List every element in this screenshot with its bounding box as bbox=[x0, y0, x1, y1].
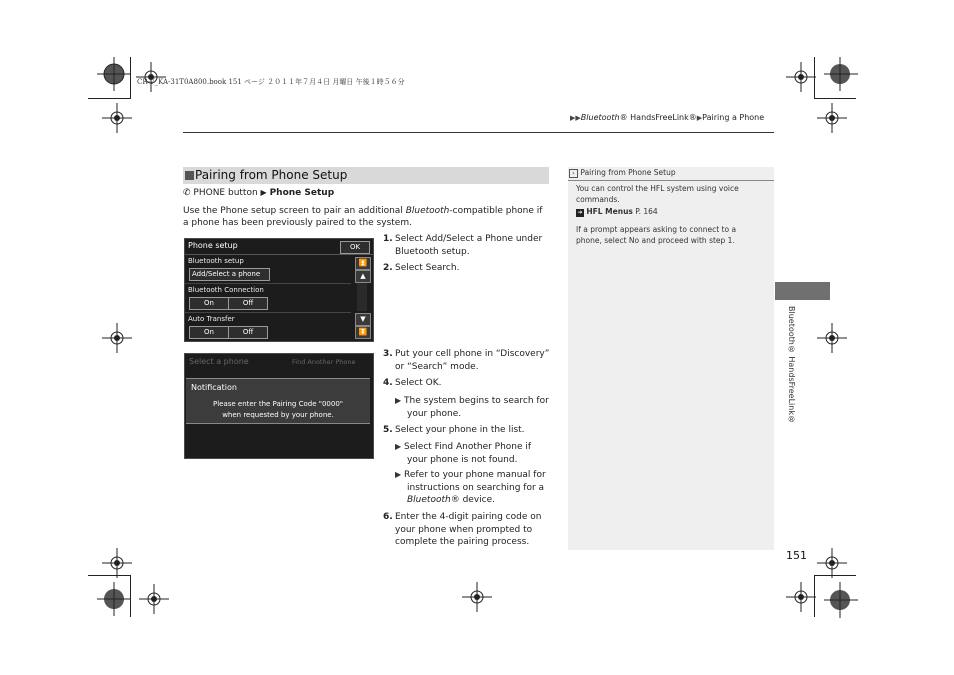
crosshair-icon bbox=[817, 323, 847, 353]
navigation-path bbox=[183, 188, 334, 198]
note-line: commands. bbox=[576, 195, 620, 204]
step-ui-term: Bluetooth setup bbox=[395, 246, 467, 257]
breadcrumb bbox=[570, 113, 764, 122]
crosshair-icon bbox=[786, 582, 816, 612]
notification-dialog bbox=[186, 378, 370, 424]
step-number: 3. bbox=[383, 349, 393, 359]
connection-on-button[interactable]: On bbox=[189, 297, 229, 310]
step-text: . bbox=[456, 263, 460, 273]
step-text: Put your cell phone in “Discovery” bbox=[395, 349, 550, 359]
note-italic: Bluetooth bbox=[407, 495, 451, 505]
notification-line2: when requested by your phone. bbox=[222, 411, 334, 419]
registration-mark-icon bbox=[97, 582, 137, 622]
scroll-up-button[interactable]: ▲ bbox=[355, 270, 371, 283]
step-5-note-1 bbox=[395, 441, 531, 466]
crosshair-icon bbox=[102, 103, 132, 133]
cross-reference[interactable] bbox=[576, 206, 766, 217]
double-arrow-icon: ▶▶ bbox=[570, 114, 581, 122]
page-number: 151 bbox=[786, 549, 807, 562]
registration-mark-icon bbox=[822, 582, 862, 622]
divider bbox=[185, 254, 373, 255]
row1-label: Bluetooth setup bbox=[188, 257, 244, 265]
auto-transfer-on-button[interactable]: On bbox=[189, 326, 229, 339]
path-prefix: PHONE button bbox=[193, 188, 258, 198]
phone-icon: ✆ bbox=[183, 188, 191, 198]
crop-line bbox=[88, 98, 130, 99]
crosshair-icon bbox=[462, 582, 492, 612]
note-line bbox=[576, 235, 766, 246]
step-text: your phone when prompted to bbox=[395, 524, 533, 535]
reference-page: P. 164 bbox=[632, 207, 658, 216]
breadcrumb-part1: Bluetooth bbox=[580, 113, 620, 122]
scroll-down-button[interactable]: ▼ bbox=[355, 313, 371, 326]
step-text: or “Search” mode. bbox=[395, 361, 479, 372]
arrow-icon: ▶ bbox=[395, 442, 402, 451]
side-note-header bbox=[568, 167, 774, 181]
crop-line bbox=[130, 57, 131, 99]
add-select-phone-button[interactable]: Add/Select a phone bbox=[189, 268, 270, 281]
arrow-icon: ▶ bbox=[696, 114, 703, 122]
step-text: Enter the 4-digit pairing code on bbox=[395, 512, 542, 522]
note-text: if bbox=[522, 442, 532, 452]
side-note-panel bbox=[568, 167, 774, 550]
reference-label: HFL Menus bbox=[586, 207, 633, 216]
chapter-tab bbox=[775, 282, 830, 300]
note-text: Select bbox=[404, 442, 435, 452]
intro-paragraph bbox=[183, 205, 548, 229]
step-6 bbox=[383, 511, 541, 549]
note-marker-icon: › bbox=[569, 169, 578, 178]
note-text: The system begins to search for bbox=[404, 396, 549, 406]
note-text: Refer to your phone manual for bbox=[404, 470, 546, 480]
step-number: 4. bbox=[383, 378, 393, 388]
step-text: Select your phone in the list. bbox=[395, 425, 525, 435]
chapter-vertical-label: Bluetooth® HandsFreeLink® bbox=[787, 306, 796, 424]
row3-label: Auto Transfer bbox=[188, 315, 235, 323]
step-4-note bbox=[395, 395, 549, 420]
note-text: your phone. bbox=[407, 408, 462, 419]
note-ui-term: No bbox=[628, 236, 640, 245]
note-text: ® device. bbox=[450, 495, 495, 505]
step-number: 1. bbox=[383, 234, 393, 244]
square-bullet-icon bbox=[185, 171, 194, 180]
side-note-title: Pairing from Phone Setup bbox=[580, 168, 676, 177]
phone-setup-screen bbox=[184, 238, 374, 342]
note-line: You can control the HFL system using voice bbox=[576, 184, 739, 193]
crosshair-icon bbox=[139, 584, 169, 614]
registration-mark-icon bbox=[822, 57, 862, 97]
registration-mark-icon bbox=[97, 57, 137, 97]
step-5-note-2 bbox=[395, 469, 546, 507]
step-4 bbox=[383, 377, 442, 390]
bg-find-another-phone: Find Another Phone bbox=[292, 358, 356, 366]
step-number: 2. bbox=[383, 263, 393, 273]
step-ui-term: OK bbox=[425, 378, 439, 388]
step-text: . bbox=[438, 378, 442, 388]
step-text: Select bbox=[395, 263, 426, 273]
crosshair-icon bbox=[102, 323, 132, 353]
crop-line bbox=[814, 575, 815, 617]
intro-text-italic: Bluetooth bbox=[405, 206, 450, 216]
step-ui-term: Search bbox=[425, 263, 457, 273]
note-ui-term: Find Another Phone bbox=[434, 442, 523, 452]
crosshair-icon bbox=[817, 548, 847, 578]
crop-line bbox=[814, 575, 856, 576]
breadcrumb-part2: Pairing a Phone bbox=[702, 113, 765, 122]
note-text: phone, select bbox=[576, 236, 629, 245]
step-text: Select bbox=[395, 378, 426, 388]
intro-text-a: Use the Phone setup screen to pair an additional bbox=[183, 206, 406, 216]
step-text: complete the pairing process. bbox=[395, 537, 530, 547]
arrow-icon: ▶ bbox=[260, 188, 267, 197]
notification-screen bbox=[184, 353, 374, 459]
divider bbox=[185, 312, 351, 313]
notification-line1: Please enter the Pairing Code "0000" bbox=[212, 400, 344, 408]
note-text: your phone is not found. bbox=[407, 454, 518, 465]
crosshair-icon bbox=[817, 103, 847, 133]
step-5 bbox=[383, 424, 525, 437]
crop-line bbox=[130, 575, 131, 617]
step-text: . bbox=[466, 246, 470, 257]
step-text: under bbox=[512, 234, 543, 244]
path-target: Phone Setup bbox=[269, 188, 335, 198]
header-rule bbox=[183, 132, 774, 133]
step-text: Select bbox=[395, 234, 426, 244]
reference-arrow-icon: ➔ bbox=[577, 209, 583, 216]
notification-title: Notification bbox=[191, 383, 237, 392]
step-1 bbox=[383, 233, 553, 258]
scrollbar-track[interactable] bbox=[357, 283, 367, 311]
crosshair-icon bbox=[786, 62, 816, 92]
scroll-bottom-button[interactable]: ⏬ bbox=[355, 326, 371, 339]
step-3 bbox=[383, 348, 549, 373]
auto-transfer-off-button[interactable]: Off bbox=[228, 326, 268, 339]
row2-label: Bluetooth Connection bbox=[188, 286, 264, 294]
arrow-icon: ▶ bbox=[395, 396, 402, 405]
bg-select-phone: Select a phone bbox=[189, 357, 249, 366]
section-title: Pairing from Phone Setup bbox=[195, 168, 348, 182]
step-number: 5. bbox=[383, 425, 393, 435]
step-2 bbox=[383, 262, 459, 275]
arrow-icon: ▶ bbox=[395, 470, 402, 479]
divider bbox=[185, 283, 351, 284]
note-line: If a prompt appears asking to connect to a bbox=[576, 225, 737, 234]
section-heading bbox=[183, 167, 549, 184]
connection-off-button[interactable]: Off bbox=[228, 297, 268, 310]
step-ui-term: Add/Select a Phone bbox=[425, 234, 513, 244]
screen-title: Phone setup bbox=[188, 241, 238, 250]
side-note-body bbox=[576, 183, 766, 246]
crosshair-icon bbox=[102, 548, 132, 578]
crop-line bbox=[814, 57, 815, 99]
intro-text-b: -compatible phone if a phone has been previously paired to the system. bbox=[183, 206, 543, 228]
crop-line bbox=[814, 98, 856, 99]
step-number: 6. bbox=[383, 512, 393, 522]
print-header: CR-V_KA-31T0A800.book 151 ページ ２０１１年７月４日 月曜日 午後１時５６分 bbox=[137, 78, 405, 86]
note-text: instructions on searching for a bbox=[407, 482, 545, 493]
crop-line bbox=[88, 575, 130, 576]
note-text: and proceed with step 1. bbox=[639, 236, 735, 245]
scroll-top-button[interactable]: ⏫ bbox=[355, 257, 371, 270]
breadcrumb-part1-suffix: ® HandsFreeLink® bbox=[619, 113, 697, 122]
ok-button[interactable]: OK bbox=[340, 241, 370, 254]
